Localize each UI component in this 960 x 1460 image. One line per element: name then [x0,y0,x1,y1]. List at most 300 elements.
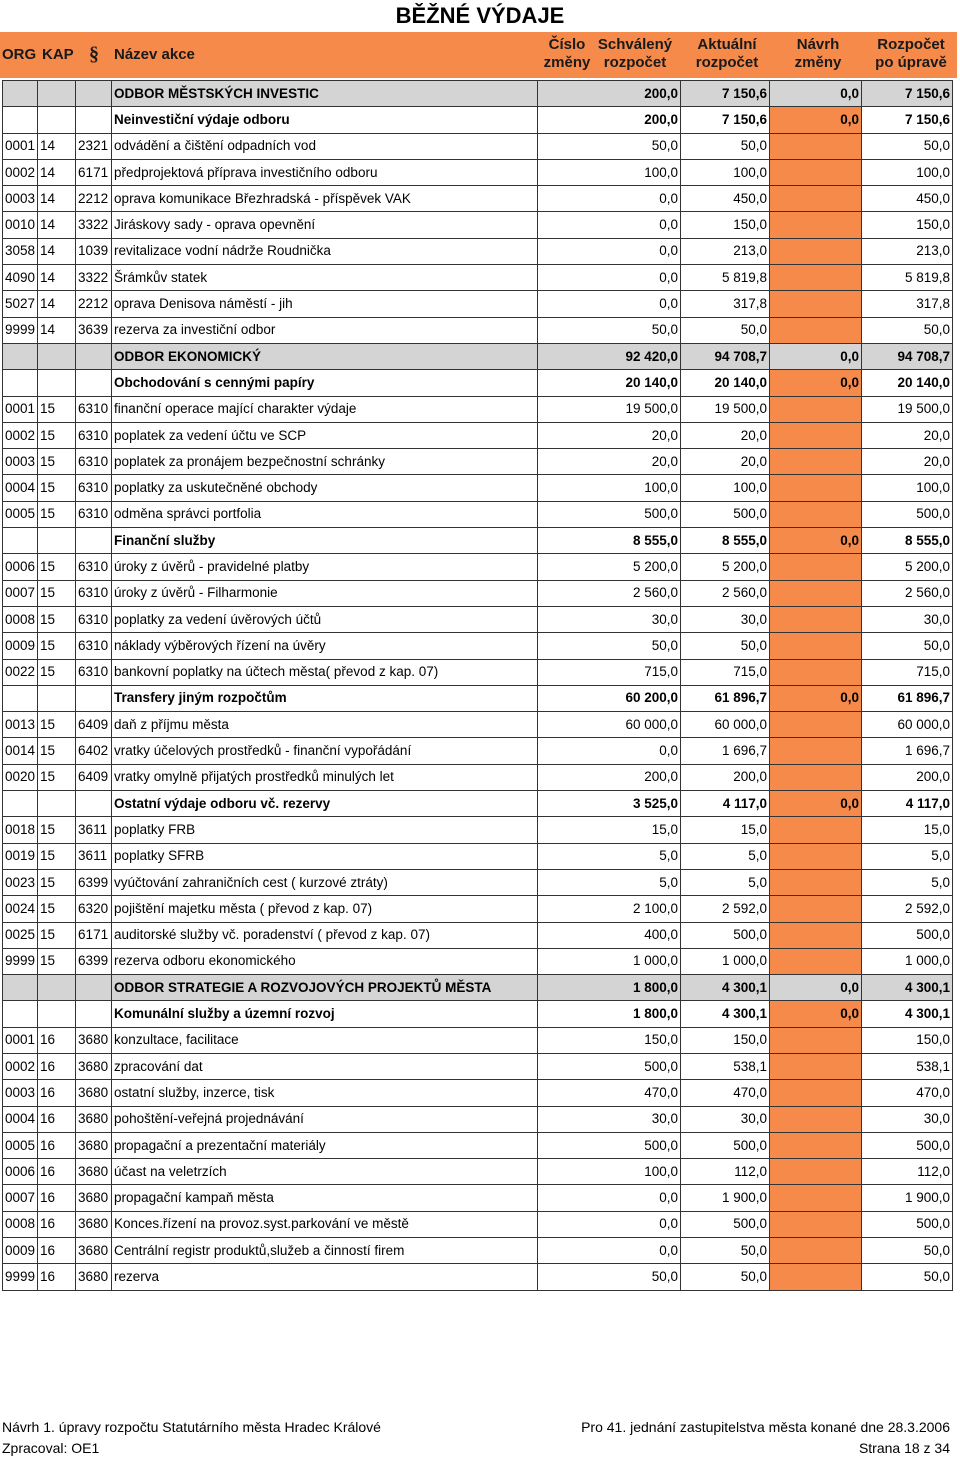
cell-paragraph: 3680 [76,1211,112,1237]
cell-navrh [770,843,862,869]
cell-schvaleny: 0,0 [538,1238,681,1264]
cell-name: oprava Denisova náměstí - jih [112,291,538,317]
cell-name: Finanční služby [112,528,538,554]
cell-org: 0005 [3,501,38,527]
cell-name: bankovní poplatky na účtech města( převod z kap. 07) [112,659,538,685]
cell-schvaleny: 19 500,0 [538,396,681,422]
table-row [3,475,953,501]
cell-aktualni: 20 140,0 [681,370,770,396]
cell-paragraph: 6310 [76,501,112,527]
cell-org: 9999 [3,317,38,343]
cell-schvaleny: 1 800,0 [538,975,681,1001]
cell-aktualni: 15,0 [681,817,770,843]
cell-rozpocet: 538,1 [862,1053,953,1079]
cell-name: pojištění majetku města ( převod z kap. 07) [112,896,538,922]
cell-kap: 15 [38,659,76,685]
cell-schvaleny: 60 000,0 [538,712,681,738]
table-row [3,1053,953,1079]
cell-navrh: 0,0 [770,685,862,711]
cell-aktualni: 470,0 [681,1080,770,1106]
cell-navrh [770,159,862,185]
cell-org: 9999 [3,948,38,974]
group-row [3,107,953,133]
cell-navrh [770,212,862,238]
cell-navrh [770,501,862,527]
cell-org: 0024 [3,896,38,922]
cell-org [3,107,38,133]
cell-schvaleny: 100,0 [538,1159,681,1185]
cell-kap: 15 [38,580,76,606]
cell-paragraph: 3680 [76,1053,112,1079]
cell-navrh [770,317,862,343]
table-row [3,1185,953,1211]
cell-navrh [770,1106,862,1132]
cell-name: ODBOR MĚSTSKÝCH INVESTIC [112,81,538,107]
group-row [3,685,953,711]
cell-name: Centrální registr produktů,služeb a činností firem [112,1238,538,1264]
cell-org [3,791,38,817]
cell-org: 0008 [3,606,38,632]
cell-org [3,370,38,396]
cell-org: 0006 [3,554,38,580]
cell-org [3,81,38,107]
cell-aktualni: 100,0 [681,475,770,501]
cell-name: revitalizace vodní nádrže Roudnička [112,238,538,264]
cell-org [3,528,38,554]
cell-paragraph: 6310 [76,422,112,448]
cell-aktualni: 5 200,0 [681,554,770,580]
cell-paragraph: 3680 [76,1159,112,1185]
cell-name: ODBOR STRATEGIE A ROZVOJOVÝCH PROJEKTŮ MĚSTA [112,975,538,1001]
cell-rozpocet: 4 117,0 [862,791,953,817]
cell-aktualni: 50,0 [681,633,770,659]
cell-name: Šrámkův statek [112,265,538,291]
cell-paragraph: 6409 [76,712,112,738]
cell-schvaleny: 150,0 [538,1027,681,1053]
cell-org: 0010 [3,212,38,238]
table-row [3,265,953,291]
column-header-rozpocet: Rozpočet po úpravě [875,36,947,71]
cell-schvaleny: 0,0 [538,738,681,764]
cell-name: pohoštění-veřejná projednávání [112,1106,538,1132]
cell-rozpocet: 500,0 [862,1132,953,1158]
cell-navrh [770,869,862,895]
cell-aktualni: 50,0 [681,133,770,159]
cell-rozpocet: 1 696,7 [862,738,953,764]
cell-kap: 16 [38,1185,76,1211]
cell-paragraph: 6320 [76,896,112,922]
table-row [3,764,953,790]
cell-paragraph: 6310 [76,554,112,580]
cell-schvaleny: 8 555,0 [538,528,681,554]
cell-rozpocet: 200,0 [862,764,953,790]
cell-kap: 14 [38,291,76,317]
cell-schvaleny: 0,0 [538,265,681,291]
column-header-schvaleny: Schválený rozpočet [597,36,673,71]
cell-aktualni: 317,8 [681,291,770,317]
cell-org: 0023 [3,869,38,895]
cell-aktualni: 50,0 [681,317,770,343]
cell-name: poplatek za pronájem bezpečnostní schránky [112,449,538,475]
cell-kap: 15 [38,817,76,843]
cell-name: úroky z úvěrů - pravidelné platby [112,554,538,580]
cell-schvaleny: 200,0 [538,764,681,790]
cell-navrh [770,422,862,448]
column-header-aktualni: Aktuální rozpočet [695,36,759,71]
table-row [3,1132,953,1158]
cell-schvaleny: 0,0 [538,238,681,264]
cell-navrh: 0,0 [770,528,862,554]
cell-kap: 14 [38,238,76,264]
cell-rozpocet: 500,0 [862,1211,953,1237]
cell-schvaleny: 30,0 [538,1106,681,1132]
cell-paragraph [76,343,112,369]
cell-navrh [770,265,862,291]
cell-paragraph [76,107,112,133]
cell-org: 0009 [3,633,38,659]
cell-paragraph: 2321 [76,133,112,159]
cell-rozpocet: 1 900,0 [862,1185,953,1211]
cell-kap: 14 [38,265,76,291]
cell-name: Jiráskovy sady - oprava opevnění [112,212,538,238]
cell-kap: 15 [38,738,76,764]
cell-schvaleny: 20,0 [538,449,681,475]
cell-paragraph: 2212 [76,291,112,317]
cell-kap: 15 [38,606,76,632]
cell-paragraph [76,1001,112,1027]
cell-paragraph [76,370,112,396]
cell-aktualni: 19 500,0 [681,396,770,422]
cell-paragraph: 6310 [76,580,112,606]
cell-paragraph: 6402 [76,738,112,764]
cell-navrh [770,764,862,790]
budget-table [2,80,953,1291]
table-row [3,396,953,422]
cell-org: 0020 [3,764,38,790]
cell-navrh [770,580,862,606]
cell-rozpocet: 20,0 [862,449,953,475]
cell-rozpocet: 100,0 [862,475,953,501]
cell-paragraph: 1039 [76,238,112,264]
cell-schvaleny: 5,0 [538,869,681,895]
cell-aktualni: 61 896,7 [681,685,770,711]
cell-rozpocet: 213,0 [862,238,953,264]
cell-paragraph: 3611 [76,817,112,843]
cell-rozpocet: 15,0 [862,817,953,843]
cell-org: 0002 [3,1053,38,1079]
cell-schvaleny: 5 200,0 [538,554,681,580]
table-row [3,659,953,685]
cell-navrh [770,1185,862,1211]
cell-schvaleny: 92 420,0 [538,343,681,369]
cell-org: 4090 [3,265,38,291]
cell-rozpocet: 2 592,0 [862,896,953,922]
cell-kap [38,81,76,107]
cell-paragraph: 3639 [76,317,112,343]
section-sign-icon [87,43,101,65]
cell-rozpocet: 30,0 [862,606,953,632]
cell-rozpocet: 112,0 [862,1159,953,1185]
cell-paragraph: 6171 [76,922,112,948]
cell-name: odměna správci portfolia [112,501,538,527]
cell-paragraph: 3680 [76,1185,112,1211]
cell-name: Konces.řízení na provoz.syst.parkování ve městě [112,1211,538,1237]
table-row [3,501,953,527]
table-row [3,738,953,764]
cell-rozpocet: 8 555,0 [862,528,953,554]
table-row [3,869,953,895]
group-row [3,528,953,554]
cell-name: Obchodování s cennými papíry [112,370,538,396]
cell-aktualni: 5,0 [681,843,770,869]
group-row [3,1001,953,1027]
cell-kap [38,791,76,817]
cell-kap [38,107,76,133]
cell-kap: 16 [38,1027,76,1053]
cell-aktualni: 5 819,8 [681,265,770,291]
cell-rozpocet: 317,8 [862,291,953,317]
group-row [3,791,953,817]
cell-org [3,1001,38,1027]
column-header-org: ORG [2,46,37,63]
cell-aktualni: 200,0 [681,764,770,790]
cell-kap: 16 [38,1264,76,1290]
cell-kap: 15 [38,396,76,422]
cell-aktualni: 2 592,0 [681,896,770,922]
cell-navrh [770,1211,862,1237]
cell-paragraph [76,81,112,107]
cell-schvaleny: 500,0 [538,1053,681,1079]
cell-name: rezerva odboru ekonomického [112,948,538,974]
cell-schvaleny: 0,0 [538,186,681,212]
cell-aktualni: 2 560,0 [681,580,770,606]
cell-kap: 15 [38,896,76,922]
cell-org: 0008 [3,1211,38,1237]
cell-paragraph: 3322 [76,212,112,238]
cell-kap: 14 [38,133,76,159]
cell-aktualni: 50,0 [681,1264,770,1290]
cell-navrh [770,1053,862,1079]
cell-aktualni: 4 300,1 [681,975,770,1001]
cell-paragraph: 2212 [76,186,112,212]
cell-kap: 15 [38,712,76,738]
cell-rozpocet: 50,0 [862,317,953,343]
cell-aktualni: 100,0 [681,159,770,185]
cell-schvaleny: 715,0 [538,659,681,685]
cell-paragraph: 6310 [76,449,112,475]
cell-rozpocet: 150,0 [862,1027,953,1053]
cell-navrh [770,896,862,922]
cell-name: poplatky FRB [112,817,538,843]
cell-kap [38,975,76,1001]
cell-schvaleny: 0,0 [538,291,681,317]
cell-schvaleny: 470,0 [538,1080,681,1106]
cell-aktualni: 500,0 [681,1211,770,1237]
cell-rozpocet: 1 000,0 [862,948,953,974]
column-header-cislo: Číslo změny [543,36,591,71]
cell-aktualni: 150,0 [681,1027,770,1053]
cell-name: náklady výběrových řízení na úvěry [112,633,538,659]
table-row [3,449,953,475]
cell-org: 0003 [3,1080,38,1106]
cell-aktualni: 1 000,0 [681,948,770,974]
cell-schvaleny: 1 000,0 [538,948,681,974]
table-row [3,1027,953,1053]
cell-navrh: 0,0 [770,81,862,107]
cell-name: účast na veletrzích [112,1159,538,1185]
cell-aktualni: 500,0 [681,922,770,948]
cell-org [3,685,38,711]
cell-navrh: 0,0 [770,1001,862,1027]
cell-navrh [770,817,862,843]
cell-name: ostatní služby, inzerce, tisk [112,1080,538,1106]
cell-name: auditorské služby vč. poradenství ( převod z kap. 07) [112,922,538,948]
cell-kap: 14 [38,317,76,343]
cell-navrh [770,1027,862,1053]
cell-rozpocet: 5,0 [862,843,953,869]
cell-name: finanční operace mající charakter výdaje [112,396,538,422]
cell-aktualni: 715,0 [681,659,770,685]
cell-paragraph: 6399 [76,869,112,895]
cell-navrh: 0,0 [770,791,862,817]
cell-kap: 16 [38,1053,76,1079]
cell-rozpocet: 5,0 [862,869,953,895]
table-row [3,606,953,632]
cell-schvaleny: 60 200,0 [538,685,681,711]
cell-kap: 16 [38,1106,76,1132]
table-row [3,554,953,580]
cell-org: 9999 [3,1264,38,1290]
cell-schvaleny: 50,0 [538,317,681,343]
cell-name: Transfery jiným rozpočtům [112,685,538,711]
cell-kap: 15 [38,449,76,475]
table-row [3,1211,953,1237]
cell-name: zpracování dat [112,1053,538,1079]
cell-paragraph: 3322 [76,265,112,291]
cell-kap [38,528,76,554]
cell-aktualni: 1 900,0 [681,1185,770,1211]
cell-org: 0006 [3,1159,38,1185]
cell-org: 0002 [3,422,38,448]
cell-aktualni: 150,0 [681,212,770,238]
cell-aktualni: 20,0 [681,449,770,475]
cell-schvaleny: 50,0 [538,1264,681,1290]
cell-aktualni: 5,0 [681,869,770,895]
cell-navrh: 0,0 [770,975,862,1001]
table-row [3,896,953,922]
cell-schvaleny: 0,0 [538,1211,681,1237]
cell-org: 0001 [3,1027,38,1053]
cell-aktualni: 7 150,6 [681,81,770,107]
group-row [3,370,953,396]
table-row [3,1080,953,1106]
footer-page-number: Strana 18 z 34 [858,1440,950,1456]
cell-rozpocet: 500,0 [862,501,953,527]
cell-paragraph [76,685,112,711]
cell-aktualni: 8 555,0 [681,528,770,554]
cell-aktualni: 30,0 [681,606,770,632]
cell-rozpocet: 61 896,7 [862,685,953,711]
cell-rozpocet: 715,0 [862,659,953,685]
cell-rozpocet: 150,0 [862,212,953,238]
cell-kap [38,370,76,396]
cell-aktualni: 4 117,0 [681,791,770,817]
cell-org: 0004 [3,475,38,501]
table-row [3,843,953,869]
cell-org: 0004 [3,1106,38,1132]
cell-org: 0025 [3,922,38,948]
table-row [3,317,953,343]
cell-name: propagační a prezentační materiály [112,1132,538,1158]
cell-navrh [770,475,862,501]
cell-schvaleny: 15,0 [538,817,681,843]
cell-org: 0001 [3,133,38,159]
cell-paragraph: 3680 [76,1080,112,1106]
cell-rozpocet: 20,0 [862,422,953,448]
cell-schvaleny: 20,0 [538,422,681,448]
cell-name: oprava komunikace Březhradská - příspěvek VAK [112,186,538,212]
cell-org: 5027 [3,291,38,317]
cell-schvaleny: 50,0 [538,633,681,659]
cell-navrh [770,948,862,974]
table-row [3,1159,953,1185]
cell-name: konzultace, facilitace [112,1027,538,1053]
cell-name: poplatky za vedení úvěrových účtů [112,606,538,632]
cell-aktualni: 7 150,6 [681,107,770,133]
section-row [3,343,953,369]
cell-navrh [770,1264,862,1290]
cell-name: poplatky za uskutečněné obchody [112,475,538,501]
table-row [3,422,953,448]
cell-rozpocet: 30,0 [862,1106,953,1132]
cell-kap: 14 [38,186,76,212]
cell-navrh [770,238,862,264]
cell-aktualni: 1 696,7 [681,738,770,764]
cell-navrh [770,1238,862,1264]
cell-schvaleny: 500,0 [538,501,681,527]
cell-paragraph: 3611 [76,843,112,869]
footer-document-title: Návrh 1. úpravy rozpočtu Statutárního města Hradec Králové [2,1419,381,1435]
cell-kap: 16 [38,1159,76,1185]
table-row [3,1264,953,1290]
cell-aktualni: 450,0 [681,186,770,212]
cell-aktualni: 112,0 [681,1159,770,1185]
cell-paragraph: 3680 [76,1238,112,1264]
cell-kap: 15 [38,554,76,580]
section-row [3,975,953,1001]
cell-name: daň z příjmu města [112,712,538,738]
cell-aktualni: 538,1 [681,1053,770,1079]
table-row [3,291,953,317]
cell-navrh [770,659,862,685]
cell-paragraph: 3680 [76,1264,112,1290]
cell-schvaleny: 0,0 [538,1185,681,1211]
cell-org: 0007 [3,1185,38,1211]
cell-paragraph: 6399 [76,948,112,974]
cell-kap: 15 [38,633,76,659]
cell-schvaleny: 400,0 [538,922,681,948]
cell-kap: 15 [38,764,76,790]
cell-name: Neinvestiční výdaje odboru [112,107,538,133]
cell-schvaleny: 20 140,0 [538,370,681,396]
cell-kap: 15 [38,948,76,974]
table-row [3,238,953,264]
cell-paragraph: 6409 [76,764,112,790]
cell-name: poplatek za vedení účtu ve SCP [112,422,538,448]
cell-name: vratky účelových prostředků - finanční vypořádání [112,738,538,764]
cell-rozpocet: 4 300,1 [862,1001,953,1027]
cell-paragraph: 6310 [76,659,112,685]
